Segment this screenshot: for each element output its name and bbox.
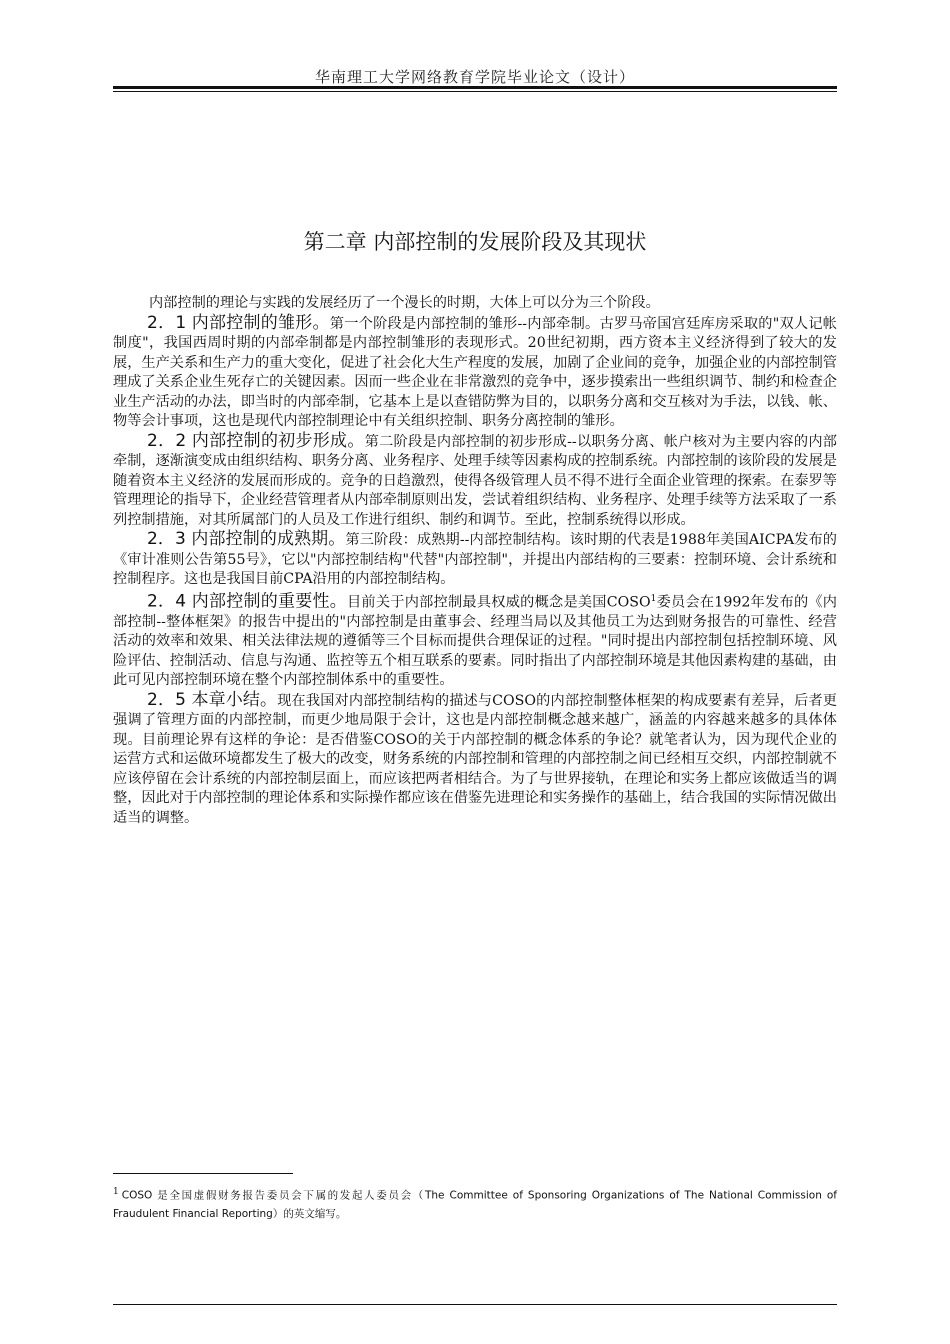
body-text xyxy=(113,294,837,828)
section-text: 第二阶段是内部控制的初步形成--以职务分离、帐户核对为主要内容的内部牵制，逐渐演变成由组织结构、职务分离、业务程序、处理手续等因素构成的控制系统。内部控制的该阶段的发展是随着资本主义经济的发展而形成的。竞争的日趋激烈，使得各级管理人员不得不进行全面企业管理的探索。在泰罗等管理理论的指导下，企业经营管理者从内部牵制原则出发，尝试着组织结构、业务程序、处理手续等方法采取了一系列控制措施，对其所属部门的人员及工作进行组织、制约和调节。至此，控制系统得以形成。 xyxy=(113,433,837,528)
footnote xyxy=(113,1183,837,1223)
chapter-title: 第二章 内部控制的发展阶段及其现状 xyxy=(303,230,647,254)
section-heading: 2．1 内部控制的雏形。 xyxy=(147,312,330,333)
footer-rule xyxy=(113,1304,837,1305)
section-2-4 xyxy=(113,590,837,691)
section-text: 现在我国对内部控制结构的描述与COSO的内部控制整体框架的构成要素有差异，后者更强调了管理方面的内部控制，而更少地局限于会计，这也是内部控制概念越来越广，涵盖的内容越来越多的具体体现。目前理论界有这样的争论：是否借鉴COSO的关于内部控制的概念体系的争论？就笔者认为，因为现代企业的运营方式和运做环境都发生了极大的改变，财务系统的内部控制和管理的内部控制之间已经相互交织，内部控制就不应该停留在会计系统的内部控制层面上，而应该把两者相结合。为了与世界接轨，在理论和实务上都应该做适当的调整，因此对于内部控制的理论体系和实际操作都应该在借鉴先进理论和实务操作的基础上，结合我国的实际情况做出适当的调整。 xyxy=(113,692,837,826)
footnote-text-end: ）的英文缩写。 xyxy=(272,1207,347,1220)
section-heading: 2．4 内部控制的重要性。 xyxy=(147,591,347,612)
section-text-before-ref: 目前关于内部控制最具权威的概念是美国COSO xyxy=(346,594,651,611)
section-heading: 2．3 内部控制的成熟期。 xyxy=(147,529,346,549)
section-text: 第一个阶段是内部控制的雏形--内部牵制。古罗马帝国宫廷库房采取的"双人记帐制度"，我国西周时期的内部牵制都是内部控制雏形的表现形式。20世纪初期，西方资本主义经济得到了较大的发展，生产关系和生产力的重大变化，促进了社会化大生产程度的发展，加剧了企业间的竞争，加强企业的内部控制管理成了关系企业生死存亡的关键因素。因而一些企业在非常激烈的竞争中，逐步摸索出一些组织调节、制约和检查企业生产活动的办法，即当时的内部牵制，它基本上是以查错防弊为目的，以职务分离和交互核对为手法，以钱、帐、物等会计事项，这也是现代内部控制理论中有关组织控制、职务分离控制的雏形。 xyxy=(113,315,837,429)
section-text: 第三阶段：成熟期--内部控制结构。该时期的代表是1988年美国AICPA发布的《审计准则公告第55号》，它以"内部控制结构"代替"内部控制"，并提出内部结构的三要素：控制环境、会计系统和控制程序。这也是我国目前CPA沿用的内部控制结构。 xyxy=(113,532,837,587)
section-text: 委员会在1992年发布的《内部控制--整体框架》的报告中提出的"内部控制是由董事会、经理当局以及其他员工为达到财务报告的可靠性、经营活动的效率和效果、相关法律法规的遵循等三个目标而提供合理保证的过程。"同时提出内部控制包括控制环境、风险评估、控制活动、信息与沟通、监控等五个相互联系的要素。同时指出了内部控制环境是其他因素构建的基础，由此可见内部控制环境在整个内部控制体系中的重要性。 xyxy=(113,594,837,689)
footnote-reference[interactable]: 1 xyxy=(650,593,657,604)
header-rule-thick xyxy=(113,86,837,89)
section-2-3 xyxy=(113,530,837,590)
section-2-2 xyxy=(113,432,837,531)
section-heading: 2．5 本章小结。 xyxy=(147,689,278,710)
intro-paragraph: 内部控制的理论与实践的发展经历了一个漫长的时期，大体上可以分为三个阶段。 xyxy=(149,295,660,311)
footnote-text: 是全国虚假财务报告委员会下属的发起人委员会（ xyxy=(157,1189,425,1202)
footnote-mark: 1 xyxy=(113,1187,119,1197)
section-2-1 xyxy=(113,314,837,432)
header-rule-thin xyxy=(113,91,837,92)
page-header-title: 华南理工大学网络教育学院毕业论文（设计） xyxy=(314,68,635,86)
footnote-acronym: COSO xyxy=(121,1189,153,1202)
footnote-rule xyxy=(113,1173,293,1174)
section-heading: 2．2 内部控制的初步形成。 xyxy=(147,430,365,451)
footnote-english-name: The Committee of Sponsoring Organizations of The National Commission of Fraudulent Financial Reporting xyxy=(113,1189,837,1220)
section-2-5 xyxy=(113,691,837,829)
